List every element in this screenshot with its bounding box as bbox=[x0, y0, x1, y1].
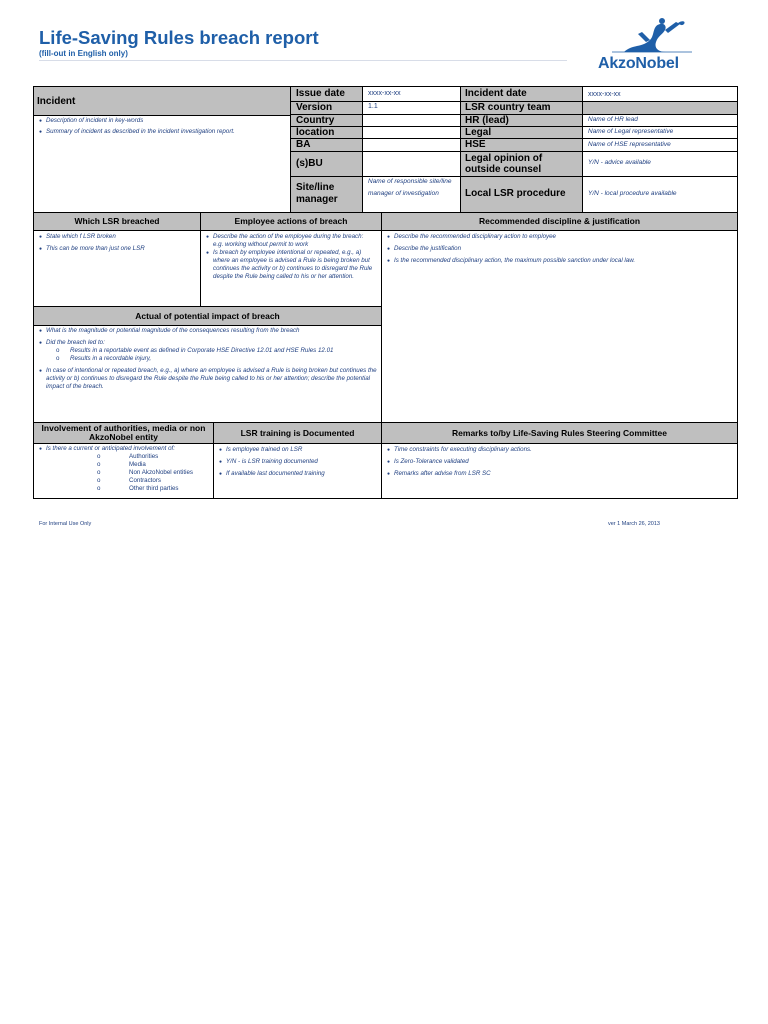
grid-line bbox=[290, 151, 737, 152]
header-divider bbox=[39, 60, 567, 61]
incident-description bbox=[34, 116, 290, 212]
involvement-content bbox=[34, 445, 213, 499]
sub-list-item: o Other third parties bbox=[97, 485, 179, 492]
grid-line bbox=[33, 325, 382, 326]
sub-list-item: o Results in a reportable event as defined in Corporate HSE Directive 12.01 and HSE Rules 12.01 bbox=[56, 347, 334, 354]
grid-line bbox=[33, 443, 738, 444]
circle-bullet-icon: o bbox=[97, 477, 101, 484]
sub-list-item: o Media bbox=[97, 461, 146, 468]
legal-label: Legal bbox=[465, 127, 492, 138]
circle-bullet-icon: o bbox=[97, 461, 101, 468]
grid-line bbox=[33, 86, 738, 87]
list-item: ● Is employee trained on LSR bbox=[214, 446, 381, 454]
employee-actions-content bbox=[201, 233, 381, 305]
grid-line bbox=[362, 86, 363, 212]
grid-line bbox=[33, 306, 382, 307]
grid-line bbox=[213, 422, 214, 499]
impact-content bbox=[34, 327, 381, 421]
training-content bbox=[214, 446, 381, 498]
remarks-header: Remarks to/by Life-Saving Rules Steering Committee bbox=[382, 423, 737, 443]
sub-list-item: o Contractors bbox=[97, 477, 161, 484]
grid-line bbox=[290, 138, 737, 139]
sub-list-item: o Results in a recordable injury, bbox=[56, 355, 152, 362]
impact-header: Actual of potential impact of breach bbox=[34, 307, 381, 325]
grid-line bbox=[33, 212, 738, 213]
grid-line bbox=[33, 498, 738, 499]
local-lsr-label: Local LSR procedure bbox=[465, 188, 566, 199]
sbu-label: (s)BU bbox=[296, 158, 323, 169]
list-item: ● Description of incident in key-words bbox=[34, 117, 290, 125]
incident-date-label: Incident date bbox=[465, 88, 527, 99]
sub-list-item: o Non AkzoNobel entities bbox=[97, 469, 193, 476]
list-item: ● Time constraints for executing disciplinary actions. bbox=[382, 446, 737, 454]
site-manager-value[interactable]: Name of responsible site/line manager of investigation bbox=[368, 178, 452, 197]
legal-opinion-label: Legal opinion of outside counsel bbox=[465, 153, 543, 175]
logo-wordmark: AkzoNobel bbox=[598, 55, 679, 72]
legal-value[interactable]: Name of Legal representative bbox=[588, 128, 674, 135]
page-subtitle: (fill-out in English only) bbox=[39, 49, 128, 58]
grid-line bbox=[33, 115, 290, 116]
list-item: ● Summary of incident as described in the incident investigation report. bbox=[34, 128, 290, 136]
which-lsr-content bbox=[34, 233, 200, 305]
grid-line bbox=[33, 86, 34, 499]
version-value[interactable]: 1.1 bbox=[368, 103, 378, 110]
version-label: Version bbox=[296, 102, 333, 113]
grid-line bbox=[290, 86, 291, 212]
hse-label: HSE bbox=[465, 139, 486, 150]
footer-right: ver 1 March 26, 2013 bbox=[608, 521, 660, 527]
list-item: ● Is there a current or anticipated involvement of: bbox=[34, 445, 213, 453]
grid-line bbox=[290, 126, 737, 127]
list-item: ● If available last documented training bbox=[214, 470, 381, 478]
footer-left: For Internal Use Only bbox=[39, 521, 92, 527]
legal-opinion-value[interactable]: Y/N - advice available bbox=[588, 159, 651, 166]
hr-label: HR (lead) bbox=[465, 115, 509, 126]
list-item: ● Remarks after advise from LSR SC bbox=[382, 470, 737, 478]
list-item: ● Is Zero-Tolerance validated bbox=[382, 458, 737, 466]
list-item: ● State which f LSR broken bbox=[34, 233, 200, 241]
sub-list-item: o Authorities bbox=[97, 453, 159, 460]
list-item: ● Did the breach led to: bbox=[34, 339, 381, 347]
list-item: ● Is breach by employee intentional or repeated, e.g., a) where an employee is advised a Rule is being broken but continues the activity or b) continues to disregard the Rule despite the Rule being called to his or her attention. bbox=[201, 249, 381, 281]
grid-line bbox=[200, 212, 201, 306]
grid-line bbox=[290, 114, 737, 115]
list-item: ● Y/N - is LSR training documented bbox=[214, 458, 381, 466]
training-header: LSR training is Documented bbox=[214, 423, 381, 443]
circle-bullet-icon: o bbox=[56, 347, 60, 354]
location-label: location bbox=[296, 127, 335, 138]
hse-value[interactable]: Name of HSE representative bbox=[588, 141, 671, 148]
grid-line bbox=[381, 212, 382, 499]
issue-date-label: Issue date bbox=[296, 88, 345, 99]
incident-label: Incident bbox=[37, 96, 76, 107]
circle-bullet-icon: o bbox=[97, 453, 101, 460]
site-manager-label: Site/line manager bbox=[296, 182, 338, 205]
list-item: ● Is the recommended disciplinary action, the maximum possible sanction under local law. bbox=[382, 257, 737, 265]
list-item: ● What is the magnitude or potential magnitude of the consequences resulting from the breach bbox=[34, 327, 381, 335]
list-item: ● This can be more than just one LSR bbox=[34, 245, 200, 253]
ba-label: BA bbox=[296, 139, 311, 150]
involvement-header: Involvement of authorities, media or non AkzoNobel entity bbox=[34, 423, 213, 443]
grid-line bbox=[737, 86, 738, 499]
list-item: ● Describe the recommended disciplinary action to employee bbox=[382, 233, 737, 241]
recommended-discipline-content bbox=[382, 233, 737, 273]
list-item: ● Describe the action of the employee during the breach: e.g. working without permit to work bbox=[201, 233, 381, 249]
hr-value[interactable]: Name of HR lead bbox=[588, 116, 638, 123]
which-lsr-header: Which LSR breached bbox=[34, 212, 200, 230]
grid-line bbox=[460, 86, 461, 212]
incident-header-cell bbox=[34, 87, 290, 115]
list-item: ● Describe the justification bbox=[382, 245, 737, 253]
circle-bullet-icon: o bbox=[97, 485, 101, 492]
lsr-country-team-fill bbox=[583, 102, 737, 114]
grid-line bbox=[290, 101, 737, 102]
grid-line bbox=[33, 230, 738, 231]
issue-date-value[interactable]: xxxx-xx-xx bbox=[368, 90, 401, 97]
country-label: Country bbox=[296, 115, 335, 126]
list-item: ● In case of intentional or repeated breach, e.g., a) where an employee is advised a Rule is being broken but continues the activity or b) continues to disregard the Rule despite the Rule being called to his or her attention; describe the potential impact of the breach. bbox=[34, 367, 381, 391]
local-lsr-value[interactable]: Y/N - local procedure available bbox=[588, 190, 677, 197]
employee-actions-header: Employee actions of breach bbox=[201, 212, 381, 230]
grid-line bbox=[582, 86, 583, 212]
lsr-country-team-label: LSR country team bbox=[465, 102, 551, 113]
circle-bullet-icon: o bbox=[56, 355, 60, 362]
remarks-content bbox=[382, 446, 737, 498]
circle-bullet-icon: o bbox=[97, 469, 101, 476]
grid-line bbox=[290, 176, 737, 177]
page-title: Life-Saving Rules breach report bbox=[39, 27, 319, 48]
recommended-discipline-header: Recommended discipline & justification bbox=[382, 212, 737, 230]
grid-line bbox=[33, 422, 738, 423]
incident-date-value[interactable]: xxxx-xx-xx bbox=[588, 91, 621, 98]
